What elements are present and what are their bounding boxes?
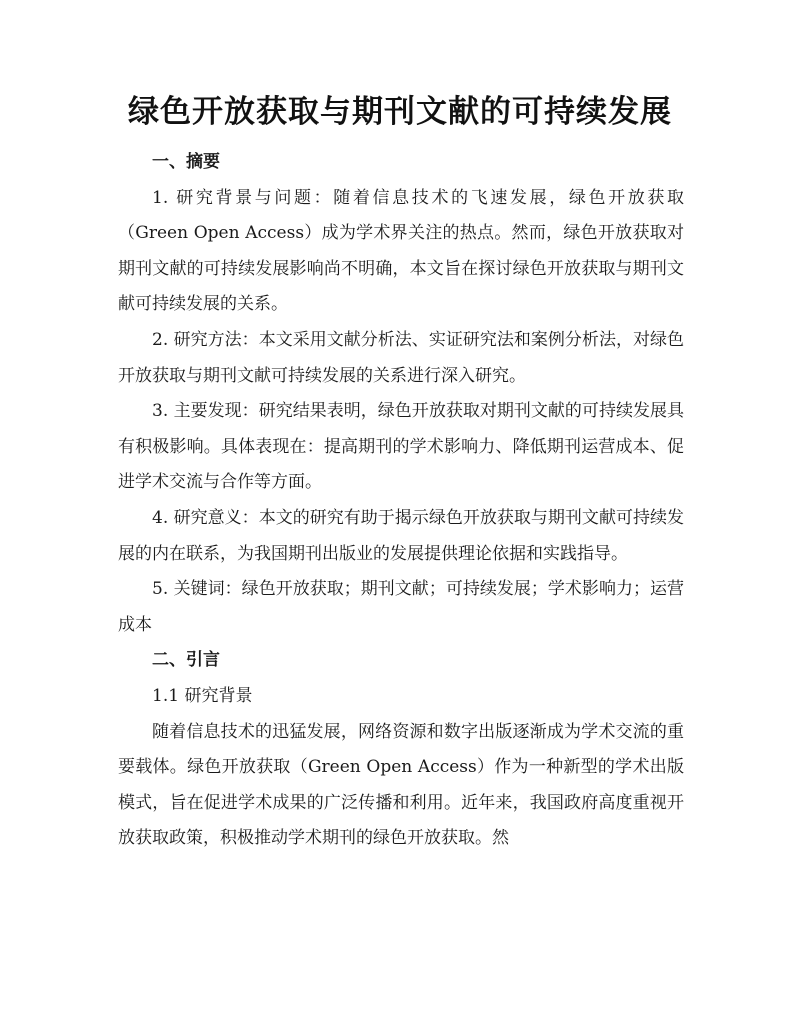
abstract-item-method: 2. 研究方法：本文采用文献分析法、实证研究法和案例分析法，对绿色开放获取与期刊文献可持续发展的关系进行深入研究。 [118, 329, 684, 386]
abstract-item-significance: 4. 研究意义：本文的研究有助于揭示绿色开放获取与期刊文献可持续发展的内在联系，为我国期刊出版业的发展提供理论依据和实践指导。 [118, 507, 684, 564]
document-body [118, 145, 684, 857]
abstract-item-background: 1. 研究背景与问题：随着信息技术的飞速发展，绿色开放获取（Green Open Access）成为学术界关注的热点。然而，绿色开放获取对期刊文献的可持续发展影响尚不明确，本文旨在探讨绿色开放获取与期刊文献可持续发展的关系。 [118, 187, 684, 315]
intro-heading: 二、引言 [152, 650, 220, 671]
intro-subheading: 1.1 研究背景 [152, 685, 253, 706]
abstract-heading: 一、摘要 [152, 152, 220, 172]
document-title: 绿色开放获取与期刊文献的可持续发展 [128, 94, 672, 130]
abstract-item-keywords: 5. 关键词：绿色开放获取；期刊文献；可持续发展；学术影响力；运营成本 [118, 579, 684, 635]
intro-paragraph: 随着信息技术的迅猛发展，网络资源和数字出版逐渐成为学术交流的重要载体。绿色开放获取（Green Open Access）作为一种新型的学术出版模式，旨在促进学术成果的广泛传播和利用。近年来，我国政府高度重视开放获取政策，积极推动学术期刊的绿色开放获取。然 [118, 721, 684, 849]
abstract-item-findings: 3. 主要发现：研究结果表明，绿色开放获取对期刊文献的可持续发展具有积极影响。具体表现在：提高期刊的学术影响力、降低期刊运营成本、促进学术交流与合作等方面。 [118, 401, 684, 493]
